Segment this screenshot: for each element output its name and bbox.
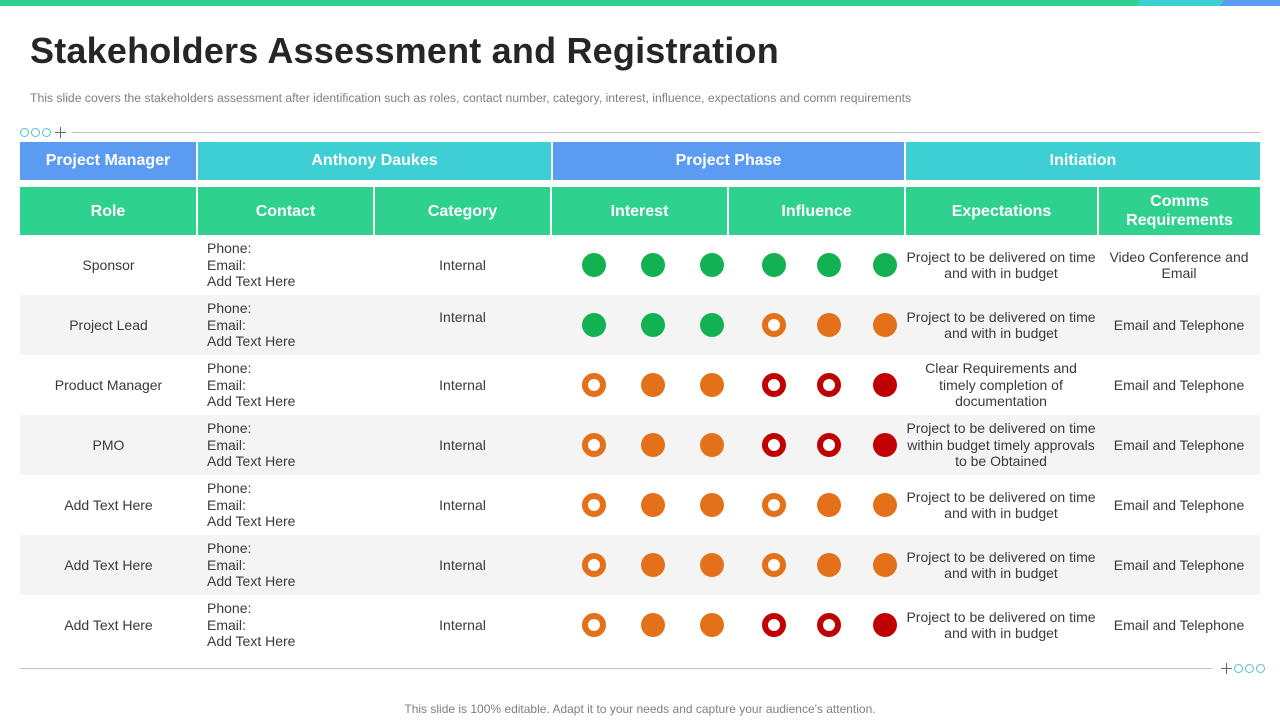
expectations-cell: Project to be delivered on time and with in budget bbox=[906, 488, 1096, 521]
comms-cell: Email and Telephone bbox=[1113, 616, 1245, 633]
ring-icon bbox=[1245, 664, 1254, 673]
interest-rating-dot bbox=[700, 433, 724, 457]
interest-rating-dot bbox=[582, 373, 606, 397]
comms-cell: Email and Telephone bbox=[1113, 496, 1245, 513]
interest-rating-dot bbox=[582, 313, 606, 337]
contact-cell bbox=[207, 475, 387, 535]
expectations-cell: Project to be delivered on time and with in budget bbox=[906, 248, 1096, 281]
header-category: Category bbox=[375, 187, 550, 235]
table-row bbox=[20, 235, 1260, 295]
contact-cell bbox=[207, 535, 387, 595]
category-cell: Internal bbox=[439, 377, 486, 393]
comms-cell: Video Conference and Email bbox=[1109, 248, 1249, 281]
role-cell: PMO bbox=[92, 437, 125, 453]
top-accent-bar bbox=[0, 0, 1280, 6]
contact-email: Email: bbox=[207, 376, 246, 393]
influence-rating-dot bbox=[873, 313, 897, 337]
plus-icon bbox=[55, 127, 66, 138]
contact-extra: Add Text Here bbox=[207, 573, 296, 590]
influence-rating-dot bbox=[817, 613, 841, 637]
top-divider bbox=[72, 132, 1260, 133]
contact-cell bbox=[207, 355, 387, 415]
column-header-row bbox=[20, 187, 1260, 235]
comms-cell: Email and Telephone bbox=[1113, 316, 1245, 333]
category-cell: Internal bbox=[439, 557, 486, 573]
contact-phone: Phone: bbox=[207, 420, 252, 437]
table-row bbox=[20, 295, 1260, 355]
bottom-divider bbox=[20, 668, 1212, 669]
influence-rating-dot bbox=[817, 373, 841, 397]
influence-rating-dot bbox=[817, 493, 841, 517]
influence-rating-dot bbox=[762, 313, 786, 337]
contact-email: Email: bbox=[207, 436, 246, 453]
comms-cell: Email and Telephone bbox=[1113, 556, 1245, 573]
influence-rating-dot bbox=[873, 433, 897, 457]
ring-icon bbox=[1234, 664, 1243, 673]
contact-phone: Phone: bbox=[207, 360, 252, 377]
contact-email: Email: bbox=[207, 556, 246, 573]
interest-rating-dot bbox=[641, 613, 665, 637]
contact-extra: Add Text Here bbox=[207, 393, 296, 410]
influence-rating-dot bbox=[762, 613, 786, 637]
influence-rating-dot bbox=[762, 493, 786, 517]
decor-rings-bottom bbox=[1219, 663, 1265, 674]
category-cell: Internal bbox=[439, 309, 486, 325]
interest-rating-dot bbox=[700, 313, 724, 337]
table-row bbox=[20, 595, 1260, 655]
influence-rating-dot bbox=[762, 253, 786, 277]
expectations-cell: Project to be delivered on time within budget timely approvals to be Obtained bbox=[906, 420, 1096, 470]
ring-icon bbox=[1256, 664, 1265, 673]
role-cell: Add Text Here bbox=[64, 617, 153, 633]
influence-rating-dot bbox=[817, 313, 841, 337]
interest-rating-dot bbox=[700, 553, 724, 577]
expectations-cell: Project to be delivered on time and with in budget bbox=[906, 608, 1096, 641]
top-bar-teal bbox=[1135, 0, 1226, 6]
slide-footer: This slide is 100% editable. Adapt it to your needs and capture your audience's attention. bbox=[404, 702, 876, 716]
project-phase-label: Project Phase bbox=[553, 142, 904, 180]
interest-rating-dot bbox=[582, 553, 606, 577]
influence-rating-dot bbox=[762, 433, 786, 457]
interest-rating-dot bbox=[582, 613, 606, 637]
header-contact: Contact bbox=[198, 187, 373, 235]
slide-subtitle: This slide covers the stakeholders assessment after identification such as roles, contact number, category, interest, influence, expectations and comm requirements bbox=[30, 91, 912, 105]
role-cell: Project Lead bbox=[69, 317, 148, 333]
contact-extra: Add Text Here bbox=[207, 513, 296, 530]
expectations-cell: Clear Requirements and timely completion of documentation bbox=[925, 360, 1077, 410]
influence-rating-dot bbox=[762, 553, 786, 577]
header-expectations: Expectations bbox=[906, 187, 1097, 235]
ring-icon bbox=[42, 128, 51, 137]
contact-cell bbox=[207, 295, 387, 355]
influence-rating-dot bbox=[873, 373, 897, 397]
interest-rating-dot bbox=[700, 253, 724, 277]
influence-rating-dot bbox=[873, 493, 897, 517]
header-comms-requirements: Comms Requirements bbox=[1099, 187, 1260, 235]
contact-extra: Add Text Here bbox=[207, 273, 296, 290]
contact-extra: Add Text Here bbox=[207, 633, 296, 650]
top-bar-blue bbox=[1219, 0, 1280, 6]
expectations-cell: Project to be delivered on time and with in budget bbox=[906, 548, 1096, 581]
role-cell: Add Text Here bbox=[64, 497, 153, 513]
interest-rating-dot bbox=[700, 373, 724, 397]
contact-phone: Phone: bbox=[207, 540, 252, 557]
ring-icon bbox=[31, 128, 40, 137]
table-row bbox=[20, 355, 1260, 415]
interest-rating-dot bbox=[641, 373, 665, 397]
interest-rating-dot bbox=[641, 493, 665, 517]
slide-title: Stakeholders Assessment and Registration bbox=[30, 30, 779, 71]
interest-rating-dot bbox=[641, 433, 665, 457]
contact-cell bbox=[207, 415, 387, 475]
category-cell: Internal bbox=[439, 497, 486, 513]
category-cell: Internal bbox=[439, 257, 486, 273]
header-role: Role bbox=[20, 187, 196, 235]
contact-phone: Phone: bbox=[207, 480, 252, 497]
table-row bbox=[20, 415, 1260, 475]
table-row bbox=[20, 535, 1260, 595]
header-influence: Influence bbox=[729, 187, 904, 235]
contact-email: Email: bbox=[207, 256, 246, 273]
influence-rating-dot bbox=[817, 553, 841, 577]
interest-rating-dot bbox=[582, 493, 606, 517]
interest-rating-dot bbox=[700, 493, 724, 517]
table-row bbox=[20, 475, 1260, 535]
contact-phone: Phone: bbox=[207, 600, 252, 617]
category-cell: Internal bbox=[439, 617, 486, 633]
contact-email: Email: bbox=[207, 496, 246, 513]
ring-icon bbox=[20, 128, 29, 137]
contact-phone: Phone: bbox=[207, 300, 252, 317]
interest-rating-dot bbox=[700, 613, 724, 637]
interest-rating-dot bbox=[641, 553, 665, 577]
role-cell: Product Manager bbox=[54, 377, 163, 393]
influence-rating-dot bbox=[873, 253, 897, 277]
influence-rating-dot bbox=[817, 253, 841, 277]
decor-rings-top bbox=[20, 127, 66, 138]
contact-phone: Phone: bbox=[207, 240, 252, 257]
contact-email: Email: bbox=[207, 316, 246, 333]
plus-icon bbox=[1221, 663, 1232, 674]
contact-cell bbox=[207, 235, 387, 295]
influence-rating-dot bbox=[873, 613, 897, 637]
contact-extra: Add Text Here bbox=[207, 333, 296, 350]
top-bar-green bbox=[0, 0, 1145, 6]
project-manager-value: Anthony Daukes bbox=[198, 142, 551, 180]
interest-rating-dot bbox=[582, 253, 606, 277]
project-phase-value: Initiation bbox=[906, 142, 1260, 180]
influence-rating-dot bbox=[762, 373, 786, 397]
project-manager-label: Project Manager bbox=[20, 142, 196, 180]
summary-header-row bbox=[20, 142, 1260, 180]
contact-extra: Add Text Here bbox=[207, 453, 296, 470]
role-cell: Add Text Here bbox=[64, 557, 153, 573]
contact-cell bbox=[207, 595, 387, 655]
role-cell: Sponsor bbox=[82, 257, 135, 273]
interest-rating-dot bbox=[641, 313, 665, 337]
interest-rating-dot bbox=[582, 433, 606, 457]
contact-email: Email: bbox=[207, 616, 246, 633]
influence-rating-dot bbox=[817, 433, 841, 457]
comms-cell: Email and Telephone bbox=[1113, 436, 1245, 453]
comms-cell: Email and Telephone bbox=[1113, 376, 1245, 393]
expectations-cell: Project to be delivered on time and with in budget bbox=[906, 308, 1096, 341]
interest-rating-dot bbox=[641, 253, 665, 277]
header-interest: Interest bbox=[552, 187, 727, 235]
category-cell: Internal bbox=[439, 437, 486, 453]
influence-rating-dot bbox=[873, 553, 897, 577]
